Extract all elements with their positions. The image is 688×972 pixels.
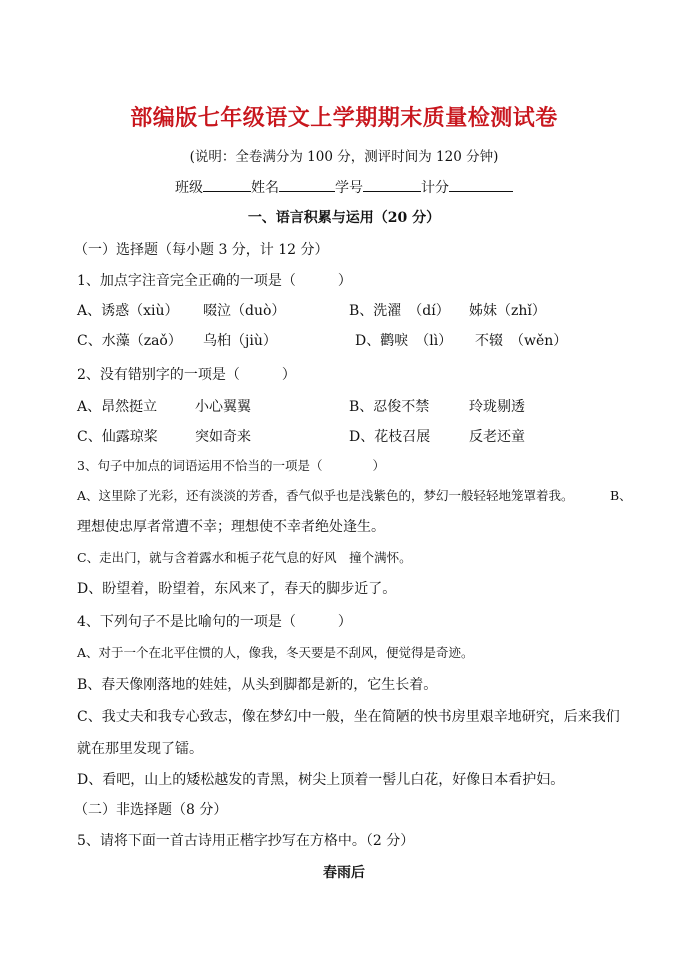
option-b-2: 姊妹（zhǐ） (469, 303, 546, 319)
part-heading: （一）选择题（每小题 3 分，计 12 分） (74, 242, 329, 258)
option-b-2: 玲珑剔透 (469, 399, 525, 415)
class-blank[interactable] (203, 177, 251, 192)
question-stem: 3、句子中加点的词语运用不恰当的一项是（ ） (77, 458, 385, 473)
score-label: 计分 (421, 180, 449, 196)
option-a-2: 啜泣（duò） (203, 303, 286, 319)
option-a: A、这里除了光彩，还有淡淡的芳香，香气似乎也是浅紫色的，梦幻一般轻轻地笼罩着我。 (77, 488, 574, 503)
option-b-label: B、 (610, 488, 632, 503)
id-label: 学号 (335, 180, 363, 196)
name-blank[interactable] (279, 177, 335, 192)
option-a: A、诱惑（xiù） (77, 303, 179, 319)
option-b: B、洗濯 （dí） (349, 303, 450, 319)
question-stem: 5、请将下面一首古诗用正楷字抄写在方格中。（2 分） (77, 833, 415, 849)
option-c: C、水藻（zaǒ） (77, 333, 182, 349)
score-blank[interactable] (449, 177, 513, 192)
option-c-2: 突如奇来 (195, 429, 251, 445)
question-stem: 4、下列句子不是比喻句的一项是（ ） (77, 614, 352, 630)
option-c-continued: 就在那里发现了镭。 (77, 741, 203, 757)
exam-note: (说明：全卷满分为 100 分，测评时间为 120 分钟) (189, 149, 499, 165)
option-a-2: 小心翼翼 (195, 399, 251, 415)
option-a: A、昂然挺立 (77, 399, 158, 415)
option-d: D、花枝召展 (349, 429, 431, 445)
option-a: A、对于一个在北平住惯的人，像我，冬天要是不刮风，便觉得是奇迹。 (77, 645, 474, 660)
class-label: 班级 (175, 180, 203, 196)
id-blank[interactable] (363, 177, 421, 192)
option-d: D、鹳唳 （lì） (355, 333, 453, 349)
option-d: D、看吧，山上的矮松越发的青黑，树尖上顶着一髻儿白花，好像日本看护妇。 (77, 772, 565, 788)
exam-title: 部编版七年级语文上学期期末质量检测试卷 (130, 105, 558, 131)
option-b: B、忍俊不禁 (349, 399, 430, 415)
section-heading: 一、语言积累与运用（20 分） (247, 210, 441, 226)
name-label: 姓名 (251, 180, 279, 196)
option-d-2: 不辍 （wěn） (475, 333, 568, 349)
question-stem: 2、没有错别字的一项是（ ） (77, 367, 296, 383)
option-c-2: 乌桕（jiù） (203, 333, 277, 349)
option-c: C、仙露琼桨 (77, 429, 158, 445)
question-stem: 1、加点字注音完全正确的一项是（ ） (77, 273, 352, 289)
option-b: B、春天像刚落地的娃娃，从头到脚都是新的，它生长着。 (77, 677, 438, 693)
option-b: 理想使忠厚者常遭不幸；理想使不幸者绝处逢生。 (77, 519, 385, 535)
student-info-line (0, 177, 688, 197)
poem-title: 春雨后 (323, 865, 365, 881)
option-d-2: 反老还童 (469, 429, 525, 445)
option-c: C、我丈夫和我专心致志，像在梦幻中一般，坐在简陋的怏书房里艰辛地研究，后来我们 (77, 709, 620, 725)
option-d: D、盼望着，盼望着，东风来了，春天的脚步近了。 (77, 581, 397, 597)
option-c: C、走出门，就与含着露水和栀子花气息的好风 撞个满怀。 (77, 550, 412, 565)
part-heading: （二）非选择题（8 分） (74, 802, 228, 818)
